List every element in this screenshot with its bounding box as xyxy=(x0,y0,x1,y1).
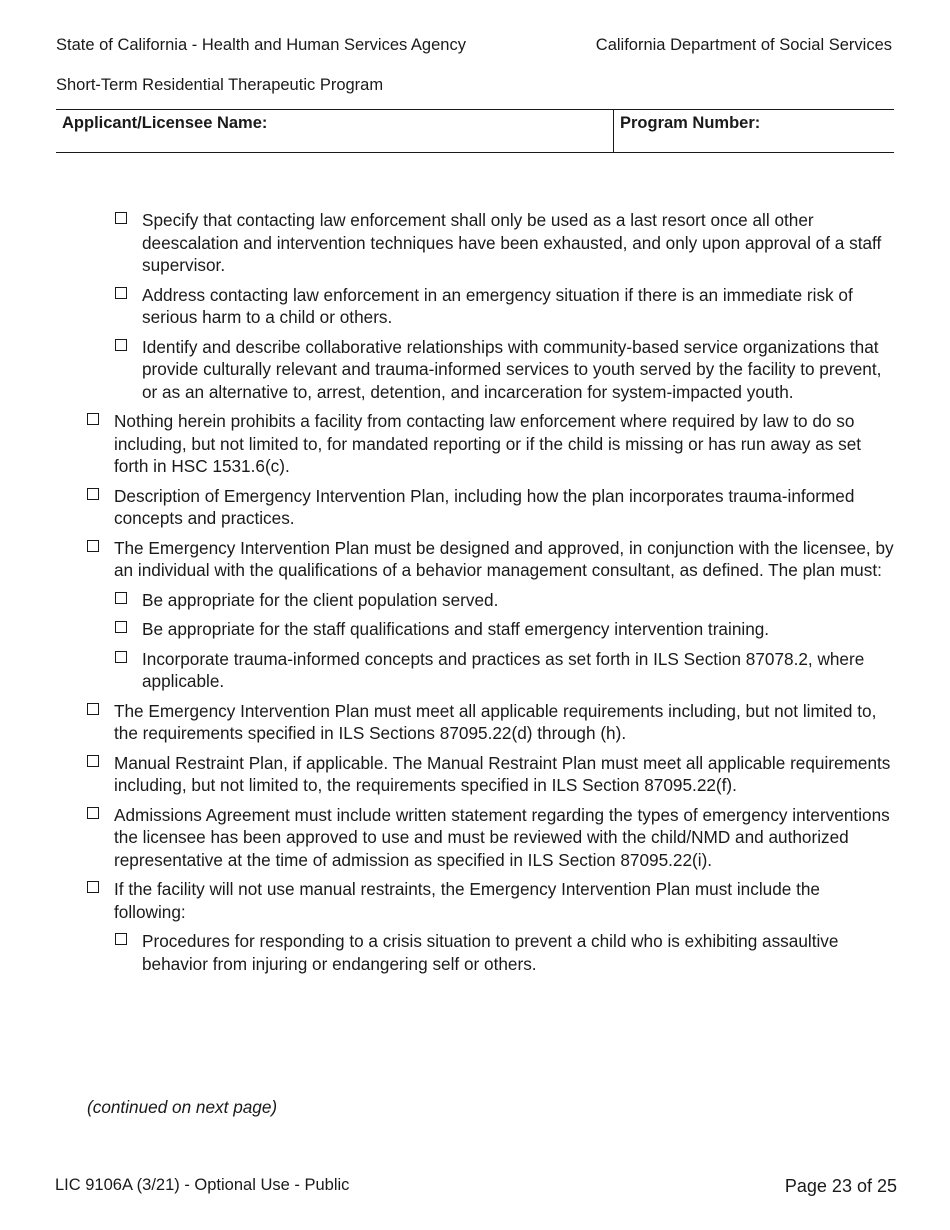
checkbox[interactable] xyxy=(115,651,127,663)
program-number-label: Program Number: xyxy=(620,114,761,132)
checklist-item xyxy=(114,804,896,872)
checklist-item xyxy=(142,618,894,641)
checklist-item xyxy=(114,485,896,530)
checkbox[interactable] xyxy=(115,933,127,945)
continued-note: (continued on next page) xyxy=(87,1097,278,1117)
checklist-item xyxy=(114,410,896,478)
checkbox[interactable] xyxy=(115,592,127,604)
checkbox[interactable] xyxy=(115,287,127,299)
checklist-item xyxy=(142,648,894,693)
form-id-footer: LIC 9106A (3/21) - Optional Use - Public xyxy=(55,1176,350,1194)
item-text: Address contacting law enforcement in an emergency situation if there is an immediate risk of serious harm to a child or others. xyxy=(142,284,853,327)
item-text: If the facility will not use manual restraints, the Emergency Intervention Plan must include the following: xyxy=(114,879,820,922)
checkbox[interactable] xyxy=(115,621,127,633)
item-text: Be appropriate for the staff qualifications and staff emergency intervention training. xyxy=(142,619,770,639)
program-number-field[interactable] xyxy=(614,110,894,152)
program-title: Short-Term Residential Therapeutic Program xyxy=(56,76,384,94)
checkbox[interactable] xyxy=(87,540,99,552)
applicant-name-label: Applicant/Licensee Name: xyxy=(62,114,268,132)
checklist-item xyxy=(114,878,896,923)
checkbox[interactable] xyxy=(87,413,99,425)
item-text: Identify and describe collaborative relationships with community-based service organizations that provide culturally relevant and trauma-informed services to youth served by the facility to prevent, or as an alternative to, arrest, detention, and incarceration for system-impacted youth. xyxy=(142,336,882,402)
item-text: Be appropriate for the client population served. xyxy=(142,589,499,610)
checkbox[interactable] xyxy=(87,755,99,767)
checkbox[interactable] xyxy=(87,881,99,893)
checklist-item xyxy=(142,209,894,277)
checkbox[interactable] xyxy=(87,488,99,500)
item-text: Nothing herein prohibits a facility from contacting law enforcement where required by law to do so including, but not limited to, for mandated reporting or if the child is missing or has run away as set forth in HSC 1531.6(c). xyxy=(114,411,862,476)
checklist xyxy=(0,209,950,982)
applicant-info-table xyxy=(56,109,894,153)
checkbox[interactable] xyxy=(87,807,99,819)
checkbox[interactable] xyxy=(87,703,99,715)
item-text: Incorporate trauma-informed concepts and practices as set forth in ILS Section 87078.2, where applicable. xyxy=(142,648,865,691)
item-text: The Emergency Intervention Plan must meet all applicable requirements including, but not limited to, the requirements specified in ILS Sections 87095.22(d) through (h). xyxy=(114,700,877,743)
item-text: Procedures for responding to a crisis situation to prevent a child who is exhibiting assaultive behavior from injuring or endangering self or others. xyxy=(142,931,839,974)
checkbox[interactable] xyxy=(115,212,127,224)
item-text: Manual Restraint Plan, if applicable. The Manual Restraint Plan must meet all applicable requirements including, but not limited to, the requirements specified in ILS Section 87095.22(f). xyxy=(114,752,891,795)
checklist-item xyxy=(114,752,896,797)
checklist-item xyxy=(142,930,894,975)
page-number: Page 23 of 25 xyxy=(784,1176,897,1196)
checklist-item xyxy=(142,589,894,612)
item-text: The Emergency Intervention Plan must be designed and approved, in conjunction with the licensee, by an individual with the qualifications of a behavior management consultant, as defined. The plan must: xyxy=(114,537,894,580)
applicant-name-field[interactable] xyxy=(56,110,614,152)
item-text: Admissions Agreement must include written statement regarding the types of emergency interventions the licensee has been approved to use and must be reviewed with the child/NMD and authorized representative at the time of admission as specified in ILS Section 87095.22(i). xyxy=(114,804,890,870)
checklist-item xyxy=(142,284,894,329)
item-text: Description of Emergency Intervention Plan, including how the plan incorporates trauma-informed concepts and practices. xyxy=(114,485,855,528)
agency-header: State of California - Health and Human Services Agency xyxy=(56,36,466,54)
checklist-item xyxy=(142,336,894,404)
checklist-item xyxy=(114,537,896,582)
checklist-item xyxy=(114,700,896,745)
department-header: California Department of Social Services xyxy=(595,36,892,54)
checkbox[interactable] xyxy=(115,339,127,351)
item-text: Specify that contacting law enforcement shall only be used as a last resort once all other deescalation and intervention techniques have been exhausted, and only upon approval of a staff supervisor. xyxy=(142,210,882,275)
